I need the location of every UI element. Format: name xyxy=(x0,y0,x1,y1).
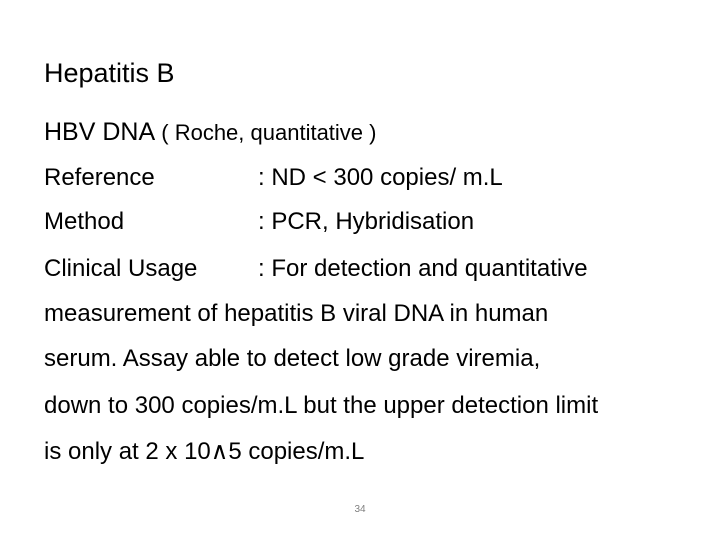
slide-title: Hepatitis B xyxy=(44,58,175,88)
subtitle-detail: ( Roche, quantitative ) xyxy=(155,120,377,145)
reference-label: Reference xyxy=(44,164,155,191)
description-line: measurement of hepatitis B viral DNA in human xyxy=(44,300,549,327)
slide-subtitle xyxy=(44,114,376,154)
clinical-usage-label: Clinical Usage xyxy=(44,255,198,282)
clinical-usage-value: : For detection and quantitative xyxy=(258,255,588,282)
method-label: Method xyxy=(44,208,125,235)
description-line: is only at 2 x 10∧5 copies/m.L xyxy=(44,438,365,465)
subtitle-main: HBV DNA xyxy=(44,118,156,146)
reference-value: : ND < 300 copies/ m.L xyxy=(258,164,503,191)
page-number: 34 xyxy=(354,504,366,515)
method-value: : PCR, Hybridisation xyxy=(258,208,475,235)
description-line: down to 300 copies/m.L but the upper detection limit xyxy=(44,392,599,419)
description-line: serum. Assay able to detect low grade viremia, xyxy=(44,345,541,372)
